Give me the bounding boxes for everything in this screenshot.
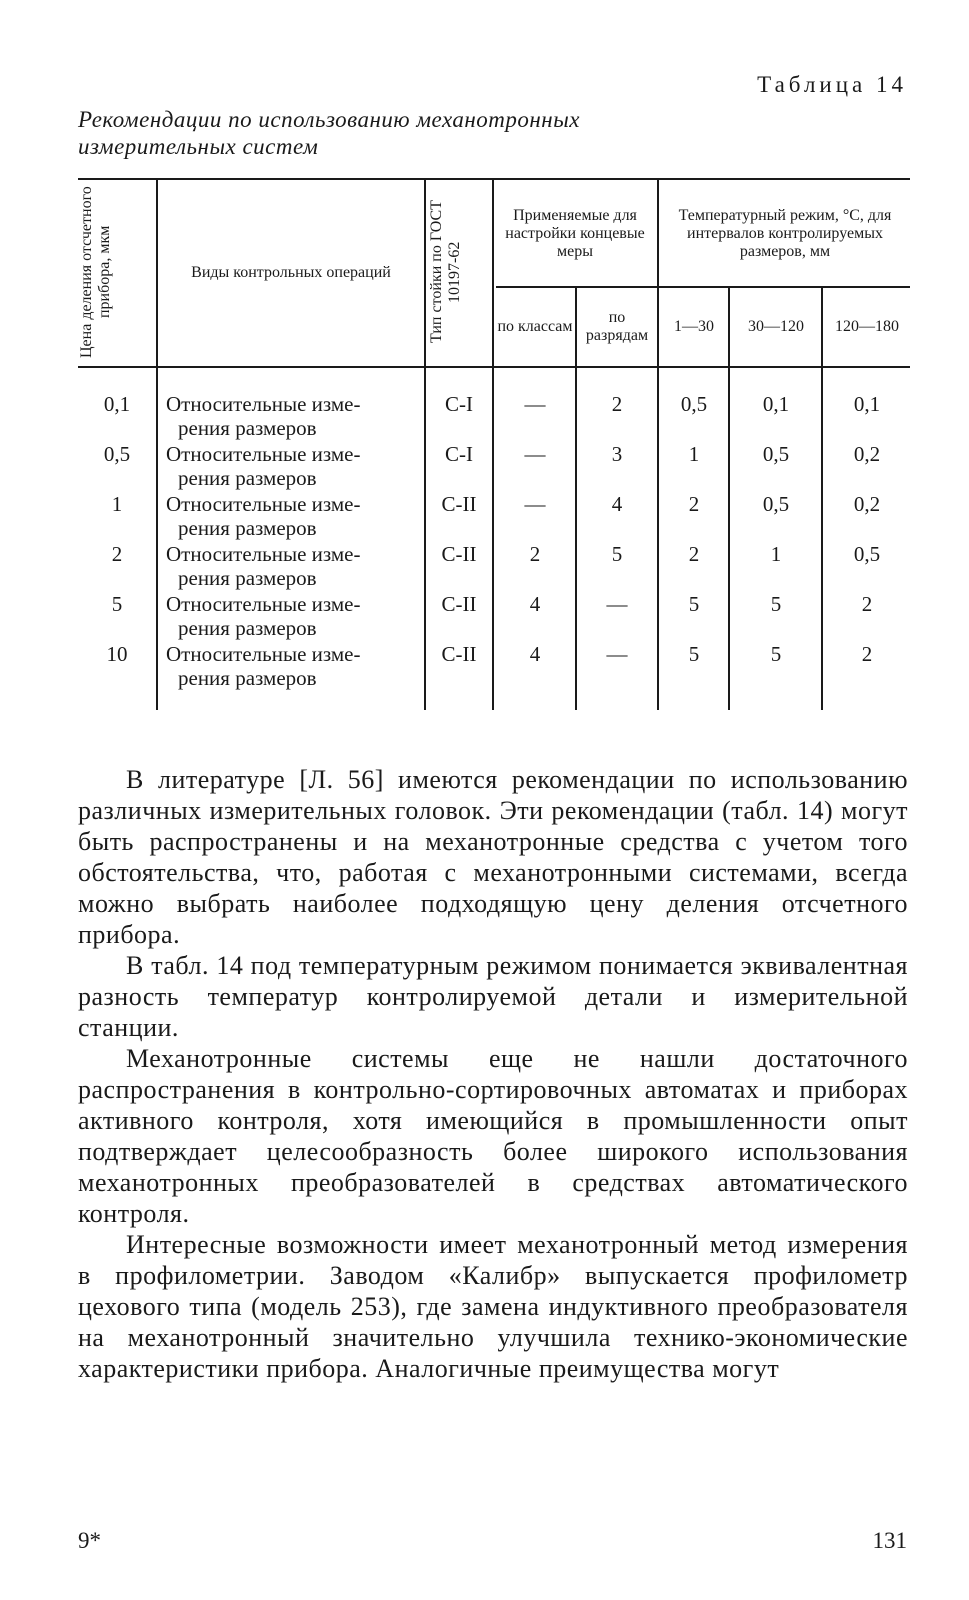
table-cell-t2: 1	[770, 542, 782, 566]
col-divider	[424, 178, 426, 710]
table-cell-t1: 2	[688, 542, 700, 566]
paragraph: Интересные возможности имеет механотронный метод измерения в профилометрии. Заводом «Калибр» выпускается профилометр цехового типа (модель 253), где замена индуктивного преобразователя на механотронный значительно улучшила технико-экономические характеристики прибора. Аналогичные преимущества могут	[78, 1230, 908, 1383]
header-temp-2: 30—120	[748, 318, 804, 335]
table-cell-cls: —	[524, 442, 546, 466]
table-cell-cls: —	[524, 492, 546, 516]
paragraph: В табл. 14 под температурным режимом понимается эквивалентная разность температур контролируемой детали и измерительной станции.	[78, 951, 908, 1042]
signature-mark: 9*	[78, 1528, 101, 1553]
table-cell-stand: С-I	[445, 392, 473, 416]
table-cell-grd: 5	[611, 542, 623, 566]
col-divider	[156, 178, 158, 710]
table-cell-grd: 4	[611, 492, 623, 516]
col-divider	[728, 286, 730, 710]
table-cell-cls: 2	[529, 542, 541, 566]
table-cell-t3: 0,2	[853, 442, 881, 466]
table-cell-t1: 0,5	[680, 392, 708, 416]
table-cell-stand: С-II	[441, 492, 477, 516]
operation-line-1: Относительные изме-	[166, 542, 361, 566]
table-cell-t2: 5	[770, 592, 782, 616]
table-cell-div: 1	[111, 492, 123, 516]
header-temp-3: 120—180	[835, 318, 899, 335]
table-cell-operation	[166, 392, 414, 440]
paragraph: В литературе [Л. 56] имеются рекомендации по использованию различных измерительных головок. Эти рекомендации (табл. 14) могут быть распространены и на механотронные средства с учетом того обстоятельства, что, работая с механотронными системами, всегда можно выбрать наиболее подходящую цену деления отсчетного прибора.	[78, 765, 908, 949]
header-bottom-rule	[78, 366, 910, 368]
table-cell-t3: 0,5	[853, 542, 881, 566]
header-by-class: по классам	[497, 318, 573, 335]
subheader-rule	[496, 286, 910, 288]
header-temp-1: 1—30	[674, 318, 714, 335]
table-label: Таблица 14	[757, 72, 907, 97]
col-divider	[492, 178, 494, 710]
operation-line-2: рения размеров	[178, 466, 317, 490]
operation-line-1: Относительные изме-	[166, 392, 361, 416]
operation-line-2: рения размеров	[178, 566, 317, 590]
operation-line-2: рения размеров	[178, 616, 317, 640]
table-cell-operation	[166, 642, 414, 690]
table-cell-stand: С-II	[441, 592, 477, 616]
table-cell-t3: 0,2	[853, 492, 881, 516]
col-divider	[657, 178, 659, 710]
table-cell-stand: С-II	[441, 642, 477, 666]
header-by-grade: по разрядам	[585, 309, 649, 344]
table-cell-operation	[166, 542, 414, 590]
table-cell-div: 2	[111, 542, 123, 566]
table-cell-t2: 0,5	[762, 492, 790, 516]
table-cell-div: 0,5	[103, 442, 131, 466]
table-cell-t2: 0,5	[762, 442, 790, 466]
table-cell-t2: 0,1	[762, 392, 790, 416]
table-cell-div: 10	[106, 642, 128, 666]
operation-line-2: рения размеров	[178, 516, 317, 540]
table-cell-grd: —	[606, 642, 628, 666]
header-gauges: Применяемые для настройки концевые меры	[505, 207, 645, 260]
table-cell-cls: —	[524, 392, 546, 416]
operation-line-1: Относительные изме-	[166, 442, 361, 466]
paragraph: Механотронные системы еще не нашли достаточного распространения в контрольно-сортировочных автоматах и приборах активного контроля, хотя имеющийся в промышленности опыт подтверждает целесообразность более широкого использования механотронных преобразователей в средствах автоматического контроля.	[78, 1044, 908, 1228]
table-cell-operation	[166, 442, 414, 490]
operation-line-1: Относительные изме-	[166, 492, 361, 516]
table-cell-grd: 2	[611, 392, 623, 416]
table-cell-div: 5	[111, 592, 123, 616]
table-cell-t3: 2	[861, 592, 873, 616]
table-cell-grd: 3	[611, 442, 623, 466]
table-cell-cls: 4	[529, 592, 541, 616]
table-caption: Рекомендации по использованию механотронных измерительных систем	[78, 107, 580, 159]
col-divider	[575, 286, 577, 710]
table-cell-t1: 5	[688, 642, 700, 666]
header-operations: Виды контрольных операций	[191, 264, 391, 281]
header-division: Цена деления отсчетного прибора, мкм	[78, 186, 113, 358]
table-cell-operation	[166, 492, 414, 540]
table-cell-t1: 1	[688, 442, 700, 466]
table-cell-t3: 0,1	[853, 392, 881, 416]
table-cell-div: 0,1	[103, 392, 131, 416]
table-cell-t1: 5	[688, 592, 700, 616]
operation-line-2: рения размеров	[178, 416, 317, 440]
col-divider	[821, 286, 823, 710]
operation-line-2: рения размеров	[178, 666, 317, 690]
table-cell-stand: С-II	[441, 542, 477, 566]
table-cell-grd: —	[606, 592, 628, 616]
table-cell-t1: 2	[688, 492, 700, 516]
operation-line-1: Относительные изме-	[166, 592, 361, 616]
header-temperature: Температурный режим, °С, для интервалов контролируемых размеров, мм	[678, 207, 892, 260]
table-cell-stand: С-I	[445, 442, 473, 466]
table-top-rule	[78, 178, 910, 180]
page-number: 131	[872, 1528, 907, 1553]
data-table	[78, 178, 910, 718]
table-cell-operation	[166, 592, 414, 640]
header-stand: Тип стойки по ГОСТ 10197-62	[428, 200, 463, 344]
body-text	[78, 764, 908, 1384]
table-cell-t3: 2	[861, 642, 873, 666]
operation-line-1: Относительные изме-	[166, 642, 361, 666]
table-cell-t2: 5	[770, 642, 782, 666]
table-cell-cls: 4	[529, 642, 541, 666]
